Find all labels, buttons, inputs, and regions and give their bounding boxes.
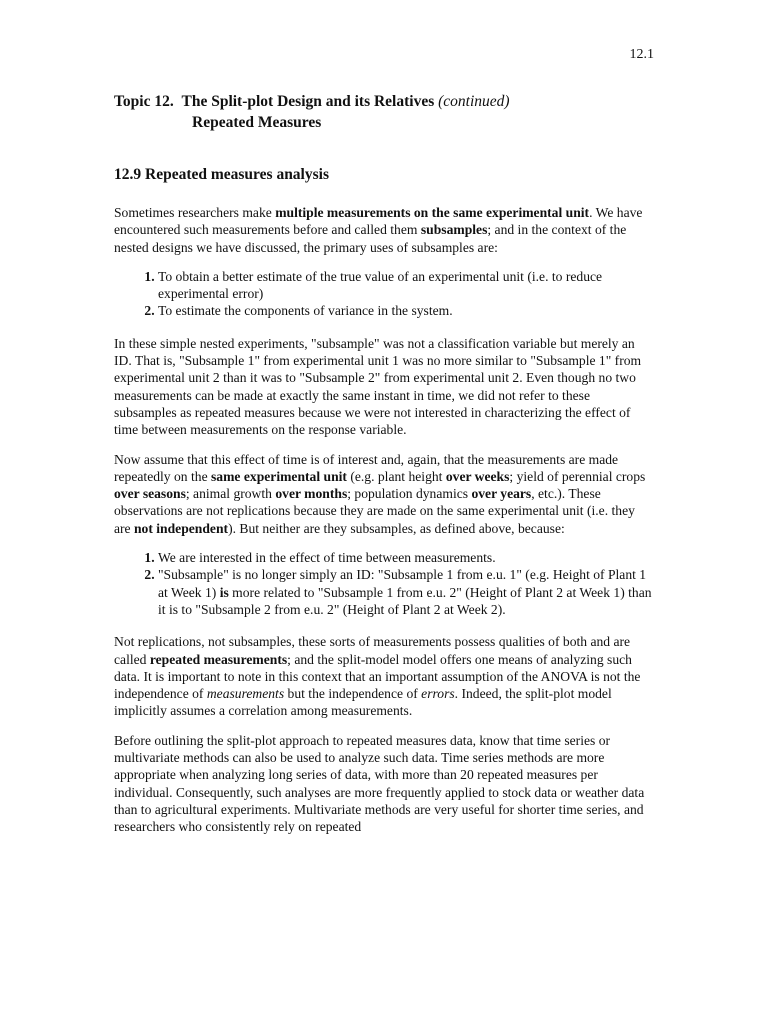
section-title: 12.9 Repeated measures analysis [114,166,329,183]
topic-subtitle: Repeated Measures [192,114,322,131]
list-item: 1. To obtain a better estimate of the true value of an experimental unit (i.e. to reduce experimental error) [158,268,654,303]
list-item: 2. To estimate the components of variance in the system. [158,302,654,319]
uses-list [114,268,654,320]
list-item: 1. We are interested in the effect of time between measurements. [158,549,654,566]
paragraph-3: Now assume that this effect of time is of interest and, again, that the measurements are made repeatedly on the same experimental unit (e.g. plant height over weeks; yield of perennial crops over seasons; animal growth over months; population dynamics over years, etc.). These observations are not replications because they are made on the same experimental unit (i.e. they are not independent). But neither are they subsamples, as defined above, because: [114,451,646,536]
body-text [114,204,654,848]
topic-title: The Split-plot Design and its Relatives [181,93,435,110]
paragraph-2: In these simple nested experiments, "subsample" was not a classification variable but merely an ID. That is, "Subsample 1" from experimental unit 1 was no more similar to "Subsample 1" from experimental unit 2 than it was to "Subsample 2" from experimental unit 2. Even though no two measurements can be made at exactly the same instant in time, we did not refer to these subsamples as repeated measures because we were not interested in characterizing the effect of time between measurements on the response variable. [114,335,642,438]
reasons-list [114,549,654,618]
topic-continued: (continued) [438,93,510,110]
page-number: 12.1 [629,47,654,62]
topic-heading [114,91,510,133]
paragraph-5: Before outlining the split-plot approach to repeated measures data, know that time series or multivariate methods can also be used to analyze such data. Time series methods are more appropriate when analyzing long series of data, with more than 20 repeated measures per individual. Consequently, such analyses are more frequently applied to stock data or weather data than to agricultural experiments. Multivariate methods are very useful for shorter time series, and researchers who consistently rely on repeated [114,732,645,835]
topic-label: Topic 12. [114,93,174,110]
paragraph-4: Not replications, not subsamples, these sorts of measurements possess qualities of both and are called repeated measurements; and the split-model model offers one means of analyzing such data. It is important to note in this context that an important assumption of the ANOVA is not the independence of measurements but the independence of errors. Indeed, the split-plot model implicitly assumes a correlation among measurements. [114,634,641,719]
paragraph-1: Sometimes researchers make multiple measurements on the same experimental unit. We have encountered such measurements before and called them subsamples; and in the context of the nested designs we have discussed, the primary uses of subsamples are: [114,205,643,255]
list-item: 2. "Subsample" is no longer simply an ID: "Subsample 1 from e.u. 1" (e.g. Height of Plant 1 at Week 1) is more related to "Subsample 1 from e.u. 2" (Height of Plant 2 at Week 1) than it is to "Subsample 2 from e.u. 2" (Height of Plant 2 at Week 2). [158,566,654,618]
